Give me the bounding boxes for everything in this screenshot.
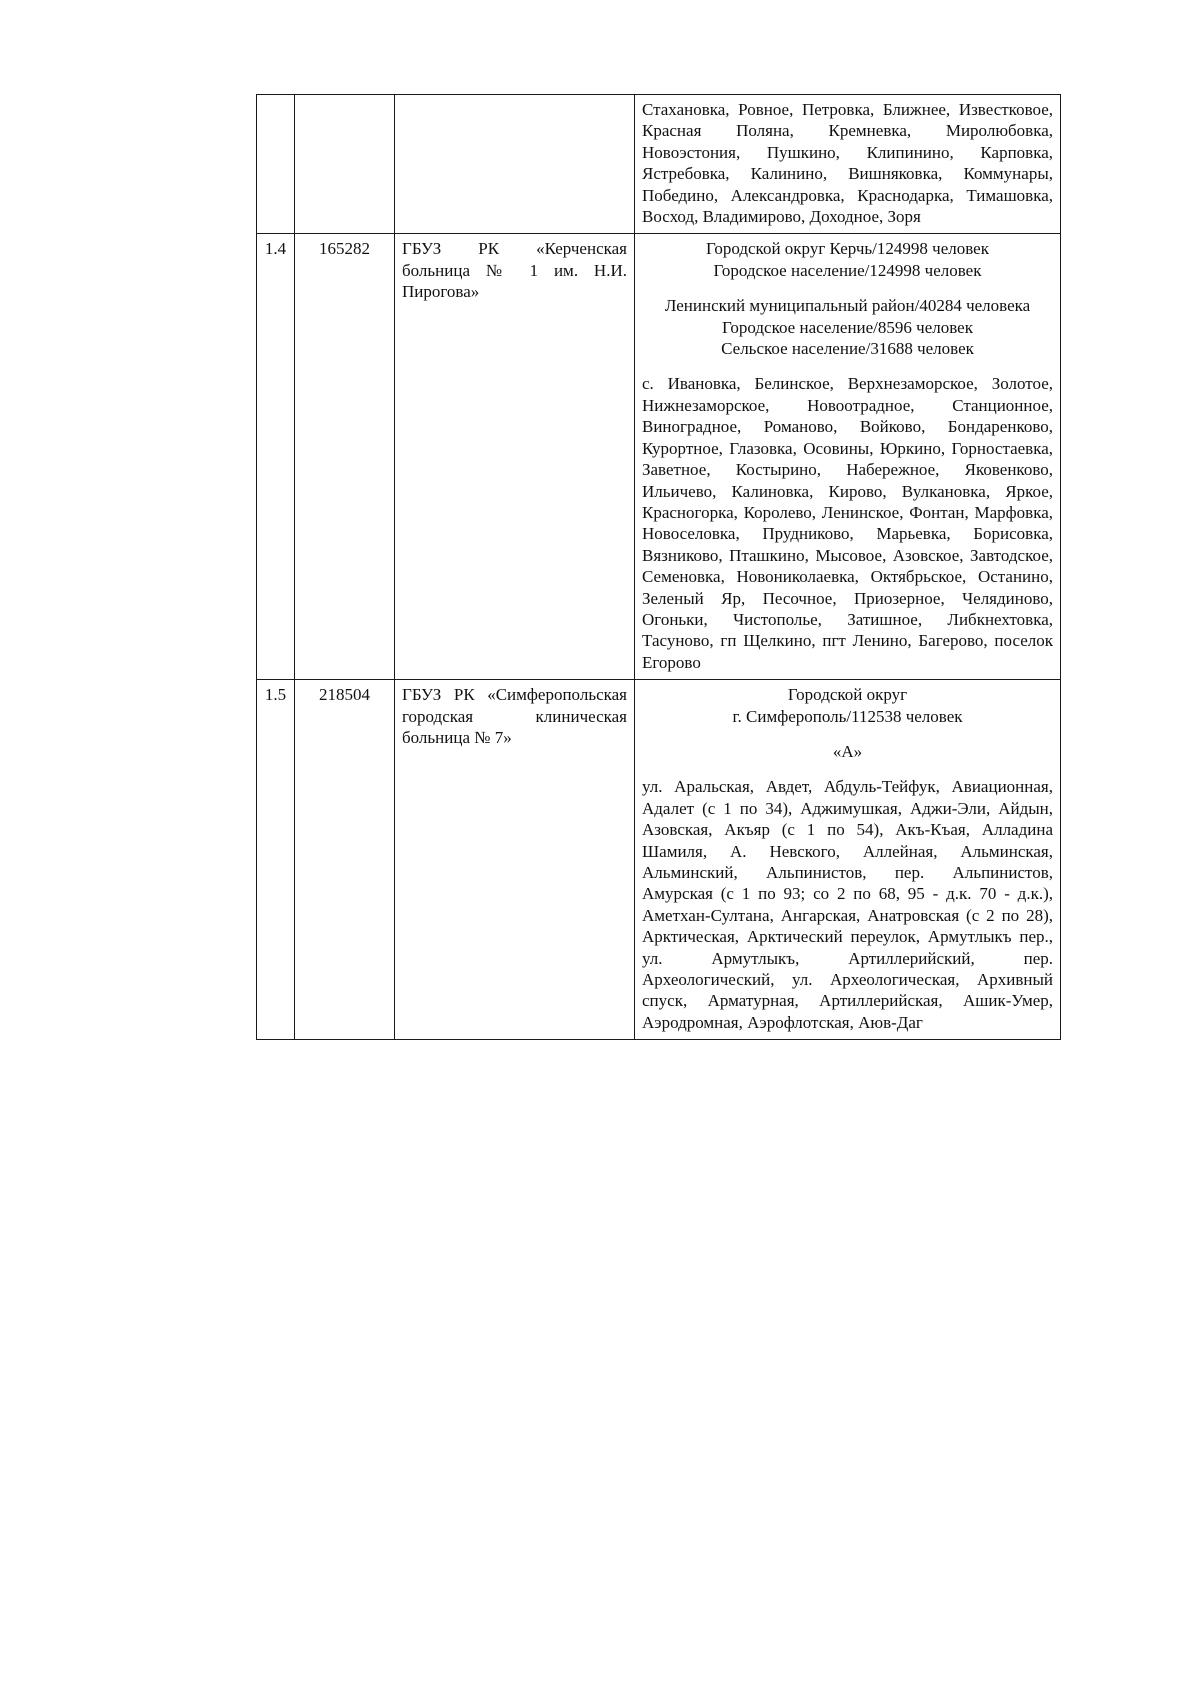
table-row bbox=[257, 680, 1061, 1040]
territory-cell bbox=[635, 680, 1061, 1040]
population-line: г. Симферополь/112538 человек bbox=[732, 706, 963, 726]
allocation-table bbox=[256, 94, 1061, 1040]
table-row bbox=[257, 234, 1061, 680]
settlement-list: с. Ивановка, Белинское, Верхнезаморское, Золотое, Нижнезаморское, Новоотрадное, Станционное, Виноградное, Романово, Войково, Бондаренково, Курортное, Глазовка, Осовины, Юркино, Горностаевка, Заветное, Костырино, Набережное, Яковенково, Ильичево, Калиновка, Кирово, Вулкановка, Яркое, Красногорка, Королево, Ленинское, Фонтан, Марфовка, Новоселовка, Прудниково, Марьевка, Борисовка, Вязниково, Пташкино, Мысовое, Азовское, Завтодское, Семеновка, Новониколаевка, Октябрьское, Останино, Зеленый Яр, Песочное, Приозерное, Челядиново, Огоньки, Чистополье, Затишное, Либкнехтовка, Тасуново, гп Щелкино, пгт Ленино, Багерово, поселок Егорово bbox=[642, 374, 1053, 672]
section-letter: «А» bbox=[832, 741, 863, 761]
district-heading: Городской округ bbox=[787, 685, 908, 705]
population-line: Городское население/124998 человек bbox=[713, 260, 982, 280]
organization-cell: ГБУЗ РК «Керченская больница № 1 им. Н.И. Пирогова» bbox=[395, 234, 635, 680]
code-cell: 165282 bbox=[295, 234, 395, 680]
settlement-list: Стахановка, Ровное, Петровка, Ближнее, Известковое, Красная Поляна, Кремневка, Миролюбовка, Новоэстония, Пушкино, Клипинино, Карповка, Ястребовка, Калинино, Вишняковка, Коммунары, Победино, Александровка, Краснодарка, Тимашовка, Восход, Владимирово, Доходное, Зоря bbox=[642, 100, 1053, 227]
street-list: ул. Аральская, Авдет, Абдуль-Тейфук, Авиационная, Адалет (с 1 по 34), Аджимушкая, Аджи-Эли, Айдын, Азовская, Акъяр (с 1 по 54), Акъ-Къая, Алладина Шамиля, А. Невского, Аллейная, Альминская, Альминский, Альпинистов, пер. Альпинистов, Амурская (с 1 по 93; со 2 по 68, 95 - д.к. 70 - д.к.), Аметхан-Султана, Ангарская, Анатровская (с 2 по 28), Арктическая, Арктический переулок, Армутлыкъ пер., ул. Армутлыкъ, Артиллерийский, пер. Археологический, ул. Археологическая, Архивный спуск, Арматурная, Артиллерийская, Ашик-Умер, Аэродромная, Аэрофлотская, Аюв-Даг bbox=[642, 777, 1053, 1032]
code-cell bbox=[295, 95, 395, 234]
district-heading: Ленинский муниципальный район/40284 человека bbox=[664, 296, 1031, 316]
territory-cell bbox=[635, 95, 1061, 234]
row-number-cell bbox=[257, 95, 295, 234]
row-number-cell: 1.4 bbox=[257, 234, 295, 680]
organization-cell: ГБУЗ РК «Симферопольская городская клиническая больница № 7» bbox=[395, 680, 635, 1040]
organization-cell bbox=[395, 95, 635, 234]
population-line: Городское население/8596 человек bbox=[722, 317, 973, 337]
district-heading: Городской округ Керчь/124998 человек bbox=[706, 239, 989, 259]
population-line: Сельское население/31688 человек bbox=[721, 339, 974, 359]
code-cell: 218504 bbox=[295, 680, 395, 1040]
table-row bbox=[257, 95, 1061, 234]
territory-cell bbox=[635, 234, 1061, 680]
row-number-cell: 1.5 bbox=[257, 680, 295, 1040]
